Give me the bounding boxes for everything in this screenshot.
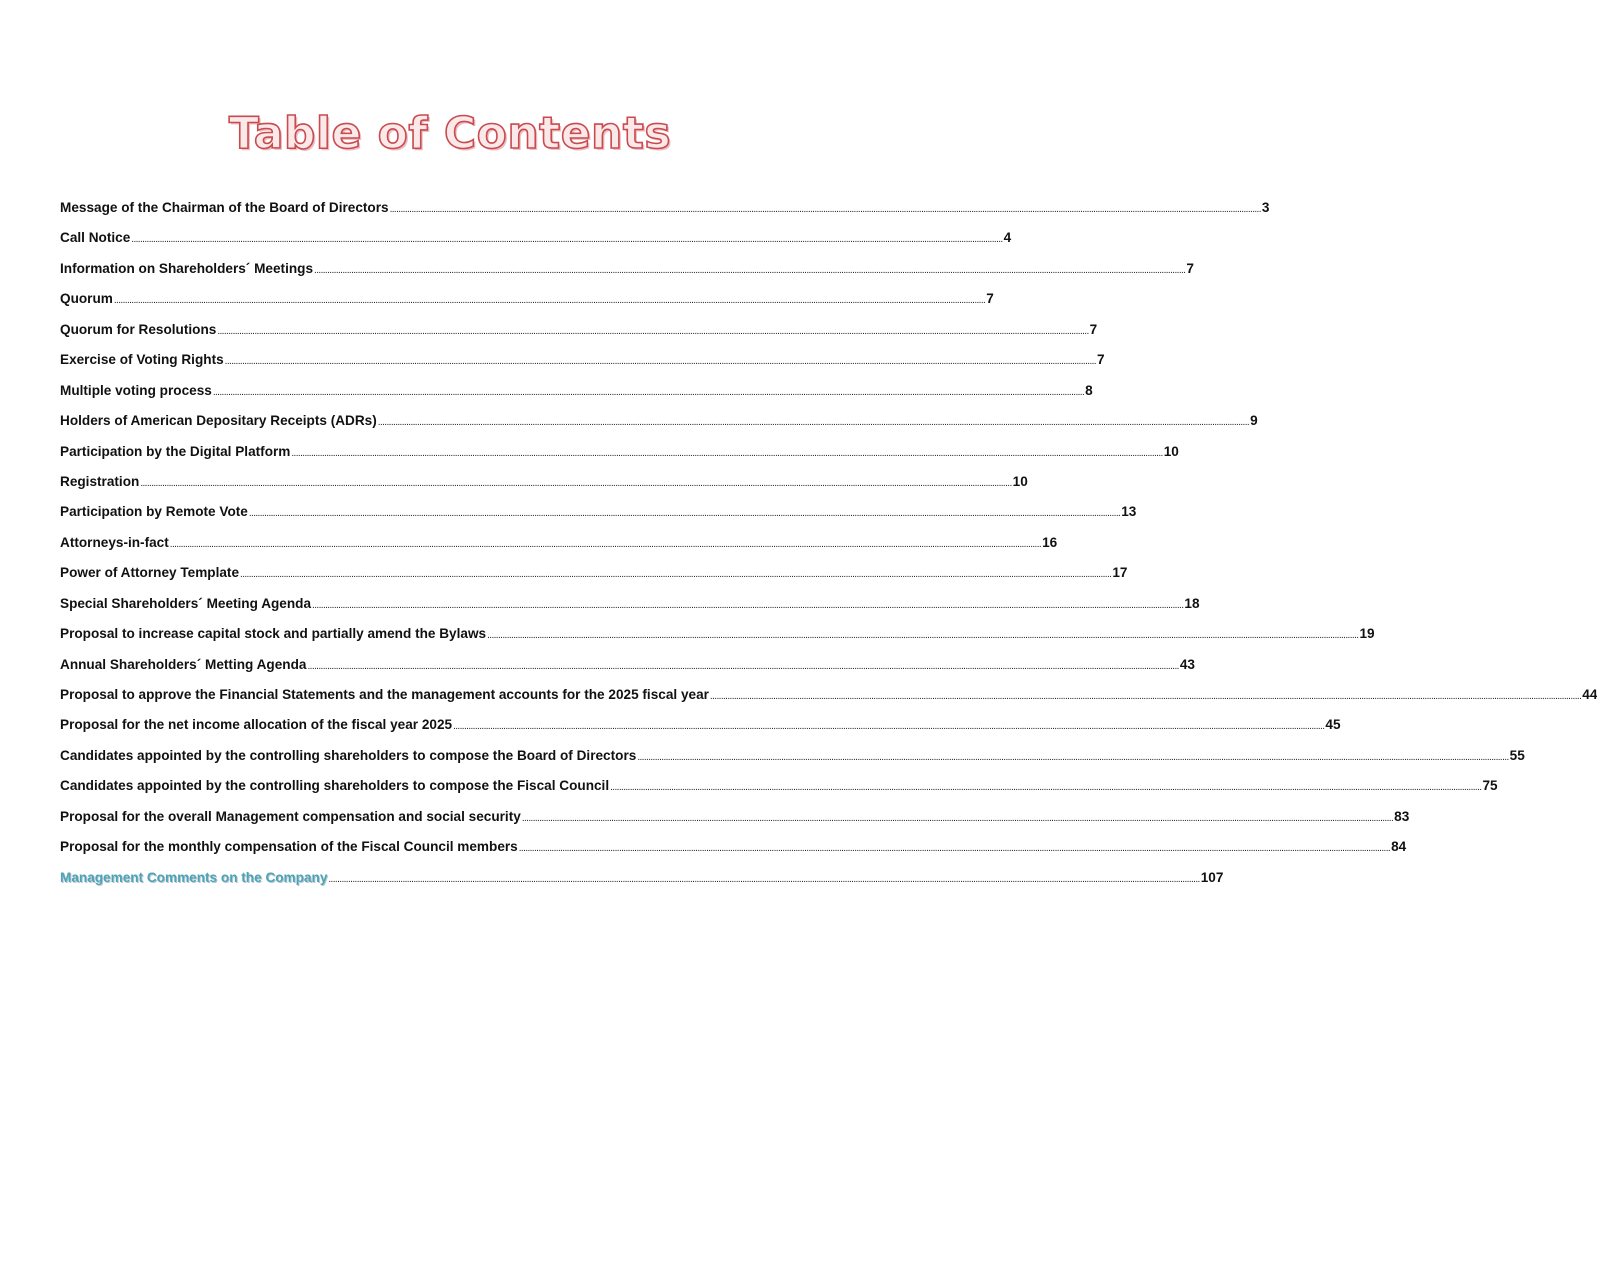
dot-leader: ................................................................................................................................................................................................................................................................................................................................................................................................................ [453, 721, 1325, 733]
toc-entry[interactable] [60, 775, 1498, 805]
toc-entry[interactable] [60, 836, 1407, 866]
dot-leader: ................................................................................................................................................................................................................................................................................................................................................................................................................ [521, 812, 1394, 824]
dot-leader: ................................................................................................................................................................................................................................................................................................................................................................................................................ [487, 630, 1359, 642]
toc-entry-page-number: 17 [1112, 565, 1128, 581]
dot-leader: ................................................................................................................................................................................................................................................................................................................................................................................................................ [140, 477, 1012, 489]
toc-entry-page-number: 8 [1085, 382, 1093, 398]
toc-entry-label: Participation by Remote Vote [60, 504, 248, 520]
toc-entry-label: Proposal to increase capital stock and partially amend the Bylaws [60, 626, 487, 642]
toc-entry[interactable] [60, 623, 1375, 653]
toc-entry[interactable] [60, 319, 1098, 349]
toc-entry[interactable] [60, 288, 994, 318]
dot-leader: ................................................................................................................................................................................................................................................................................................................................................................................................................ [291, 447, 1163, 459]
dot-leader: ................................................................................................................................................................................................................................................................................................................................................................................................................ [224, 356, 1096, 368]
toc-entry[interactable] [60, 197, 1270, 227]
toc-entry-label: Candidates appointed by the controlling shareholders to compose the Board of Directors [60, 747, 637, 763]
toc-entry-page-number: 3 [1261, 200, 1270, 215]
toc-entry-page-number: 18 [1184, 595, 1200, 611]
toc-entry-label: Exercise of Voting Rights [60, 352, 224, 368]
toc-entry[interactable] [60, 593, 1200, 623]
toc-entry-page-number: 7 [1097, 352, 1105, 368]
dot-leader: ................................................................................................................................................................................................................................................................................................................................................................................................................ [248, 508, 1121, 520]
toc-entry[interactable] [60, 410, 1258, 440]
toc-entry-page-number: 45 [1325, 717, 1341, 733]
toc-entry-label: Quorum [60, 291, 113, 307]
toc-entry-label: Quorum for Resolutions [60, 321, 217, 337]
dot-leader: ................................................................................................................................................................................................................................................................................................................................................................................................................ [212, 386, 1085, 398]
toc-entry-page-number: 107 [1200, 869, 1224, 885]
dot-leader: ................................................................................................................................................................................................................................................................................................................................................................................................................ [328, 873, 1200, 885]
toc-entry-label: Holders of American Depositary Receipts (ADRs) [60, 413, 377, 429]
toc-entry[interactable] [60, 684, 1597, 714]
toc-entry-page-number: 7 [1089, 321, 1098, 337]
toc-entry-label: Management Comments on the Company [60, 869, 328, 885]
toc-entry-label: Attorneys-in-fact [60, 534, 169, 550]
dot-leader: ................................................................................................................................................................................................................................................................................................................................................................................................................ [518, 843, 1391, 855]
toc-entry[interactable] [60, 745, 1525, 775]
dot-leader: ................................................................................................................................................................................................................................................................................................................................................................................................................ [610, 782, 1482, 794]
toc-entry-label: Message of the Chairman of the Board of Directors [60, 200, 389, 215]
toc-entry[interactable] [60, 714, 1341, 744]
dot-leader: ................................................................................................................................................................................................................................................................................................................................................................................................................ [131, 234, 1003, 246]
dot-leader: ................................................................................................................................................................................................................................................................................................................................................................................................................ [709, 691, 1582, 702]
toc-entry-page-number: 55 [1509, 747, 1525, 763]
toc-entry-page-number: 7 [986, 291, 994, 307]
toc-entry[interactable] [60, 654, 1195, 684]
toc-entry[interactable] [60, 441, 1179, 471]
dot-leader: ................................................................................................................................................................................................................................................................................................................................................................................................................ [240, 569, 1112, 581]
toc-entry[interactable] [60, 471, 1028, 501]
toc-entry-label: Annual Shareholders´ Metting Agenda [60, 656, 307, 672]
toc-entry-label: Proposal for the net income allocation of the fiscal year 2025 [60, 717, 453, 733]
table-of-contents [60, 197, 1597, 897]
dot-leader: ................................................................................................................................................................................................................................................................................................................................................................................................................ [314, 264, 1186, 276]
toc-entry-label: Information on Shareholders´ Meetings [60, 260, 314, 276]
toc-entry-page-number: 7 [1186, 260, 1194, 276]
toc-entry[interactable] [60, 532, 1058, 562]
toc-entry-label: Call Notice [60, 230, 131, 246]
dot-leader: ................................................................................................................................................................................................................................................................................................................................................................................................................ [217, 325, 1089, 337]
toc-entry[interactable] [60, 562, 1128, 592]
toc-entry-label: Special Shareholders´ Meeting Agenda [60, 595, 312, 611]
toc-entry-page-number: 4 [1003, 230, 1012, 246]
toc-entry-label: Proposal for the monthly compensation of the Fiscal Council members [60, 839, 518, 855]
toc-entry-page-number: 16 [1042, 534, 1058, 550]
toc-entry-page-number: 9 [1250, 413, 1258, 429]
toc-entry[interactable] [60, 380, 1093, 410]
toc-entry[interactable] [60, 227, 1012, 257]
toc-entry-page-number: 83 [1394, 808, 1410, 824]
dot-leader: ................................................................................................................................................................................................................................................................................................................................................................................................................ [377, 417, 1250, 429]
toc-entry[interactable] [60, 806, 1410, 836]
toc-entry[interactable] [60, 867, 1224, 897]
toc-entry[interactable] [60, 501, 1137, 531]
toc-entry-label: Power of Attorney Template [60, 565, 240, 581]
dot-leader: ................................................................................................................................................................................................................................................................................................................................................................................................................ [169, 538, 1042, 550]
toc-entry[interactable] [60, 258, 1194, 288]
toc-entry-label: Multiple voting process [60, 382, 212, 398]
toc-entry-label: Participation by the Digital Platform [60, 443, 291, 459]
dot-leader: ................................................................................................................................................................................................................................................................................................................................................................................................................ [637, 751, 1509, 763]
dot-leader: ................................................................................................................................................................................................................................................................................................................................................................................................................ [312, 599, 1184, 611]
toc-entry-label: Proposal for the overall Management compensation and social security [60, 808, 521, 824]
toc-entry-label: Proposal to approve the Financial Statements and the management accounts for the 2025 fiscal year [60, 687, 709, 702]
toc-entry-label: Candidates appointed by the controlling shareholders to compose the Fiscal Council [60, 778, 610, 794]
toc-entry-page-number: 43 [1179, 656, 1195, 672]
toc-entry-label: Registration [60, 473, 140, 489]
dot-leader: ................................................................................................................................................................................................................................................................................................................................................................................................................ [307, 660, 1179, 672]
toc-entry[interactable] [60, 349, 1105, 379]
toc-entry-page-number: 10 [1163, 443, 1179, 459]
toc-entry-page-number: 84 [1391, 839, 1407, 855]
toc-entry-page-number: 75 [1482, 778, 1498, 794]
toc-entry-page-number: 19 [1359, 626, 1375, 642]
toc-entry-page-number: 44 [1582, 687, 1597, 702]
dot-leader: ................................................................................................................................................................................................................................................................................................................................................................................................................ [113, 295, 986, 307]
toc-entry-page-number: 13 [1121, 504, 1137, 520]
dot-leader: ................................................................................................................................................................................................................................................................................................................................................................................................................ [389, 204, 1261, 215]
toc-entry-page-number: 10 [1012, 473, 1028, 489]
toc-title: Table of Contents [228, 108, 672, 159]
